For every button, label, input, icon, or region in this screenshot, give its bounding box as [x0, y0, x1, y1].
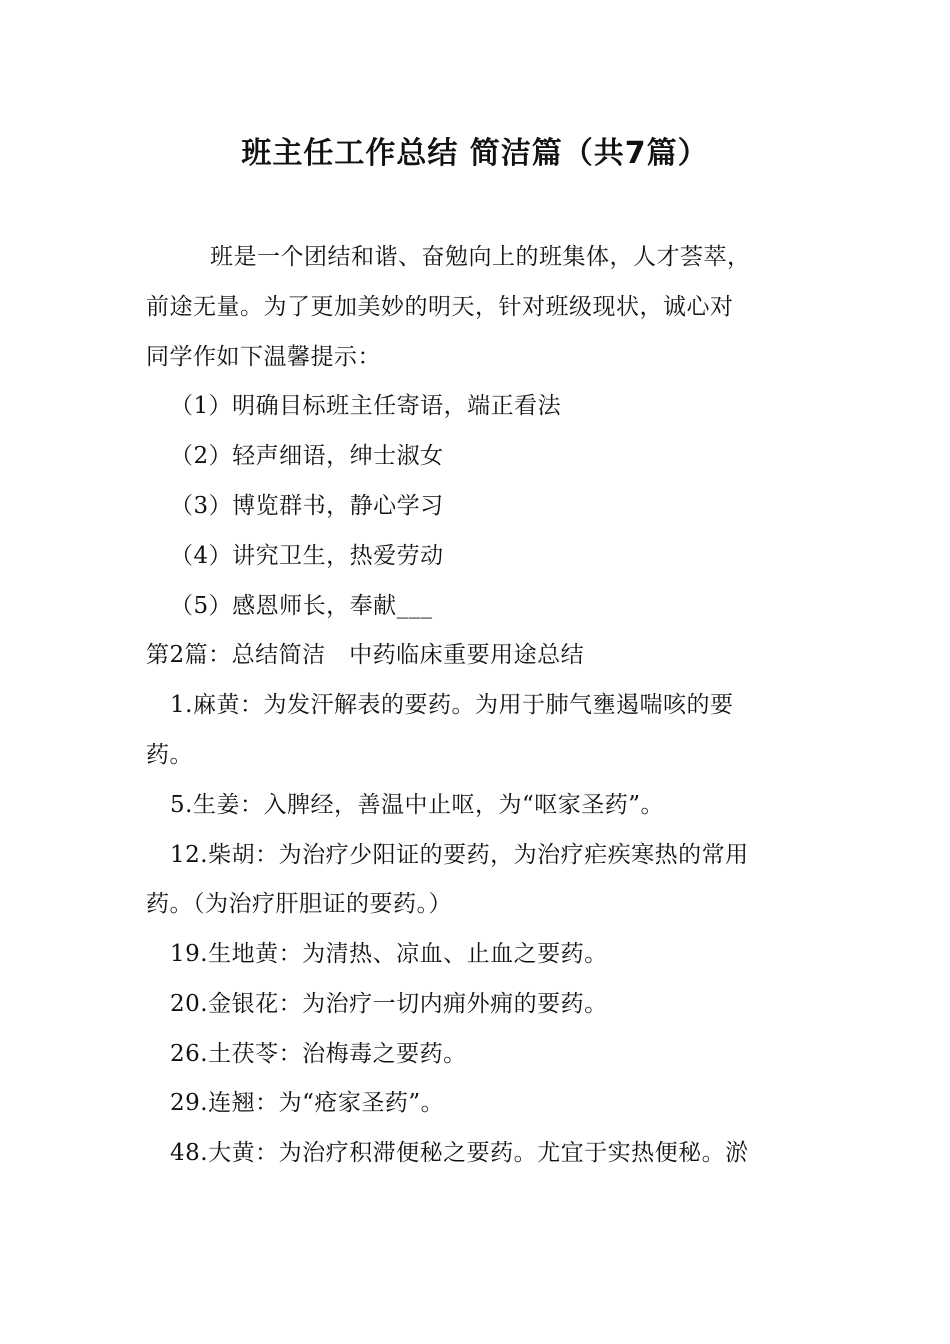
paragraph-line: 前途无量。为了更加美妙的明天，针对班级现状，诚心对 [146, 294, 734, 320]
list-item: （3）博览群书，静心学习 [170, 493, 444, 519]
paragraph-line: 1.麻黄：为发汗解表的要药。为用于肺气壅遏喘咳的要 [170, 692, 734, 718]
section-heading: 第2篇：总结简洁 中药临床重要用途总结 [146, 642, 585, 668]
paragraph-line: 26.土茯苓：治梅毒之要药。 [170, 1041, 467, 1067]
paragraph-line: 药。 [146, 742, 193, 768]
paragraph-line: 29.连翘：为“疮家圣药”。 [170, 1090, 445, 1116]
list-item: （5）感恩师长，奉献___ [170, 593, 433, 619]
paragraph-line: 5.生姜：入脾经，善温中止呕，为“呕家圣药”。 [170, 792, 664, 818]
paragraph-line: 48.大黄：为治疗积滞便秘之要药。尤宜于实热便秘。淤 [170, 1140, 749, 1166]
paragraph-line: 药。（为治疗肝胆证的要药。） [146, 891, 452, 917]
paragraph-line: 同学作如下温馨提示： [146, 344, 381, 370]
paragraph-line: 19.生地黄：为清热、凉血、止血之要药。 [170, 941, 608, 967]
paragraph-line: 12.柴胡：为治疗少阳证的要药，为治疗疟疾寒热的常用 [170, 842, 749, 868]
list-item: （2）轻声细语，绅士淑女 [170, 443, 444, 469]
document-title: 班主任工作总结 简洁篇（共7篇） [241, 136, 709, 171]
paragraph-line: 班是一个团结和谐、奋勉向上的班集体，人才荟萃， [210, 244, 751, 270]
list-item: （4）讲究卫生，热爱劳动 [170, 543, 444, 569]
paragraph-line: 20.金银花：为治疗一切内痈外痈的要药。 [170, 991, 608, 1017]
list-item: （1）明确目标班主任寄语，端正看法 [170, 393, 562, 419]
